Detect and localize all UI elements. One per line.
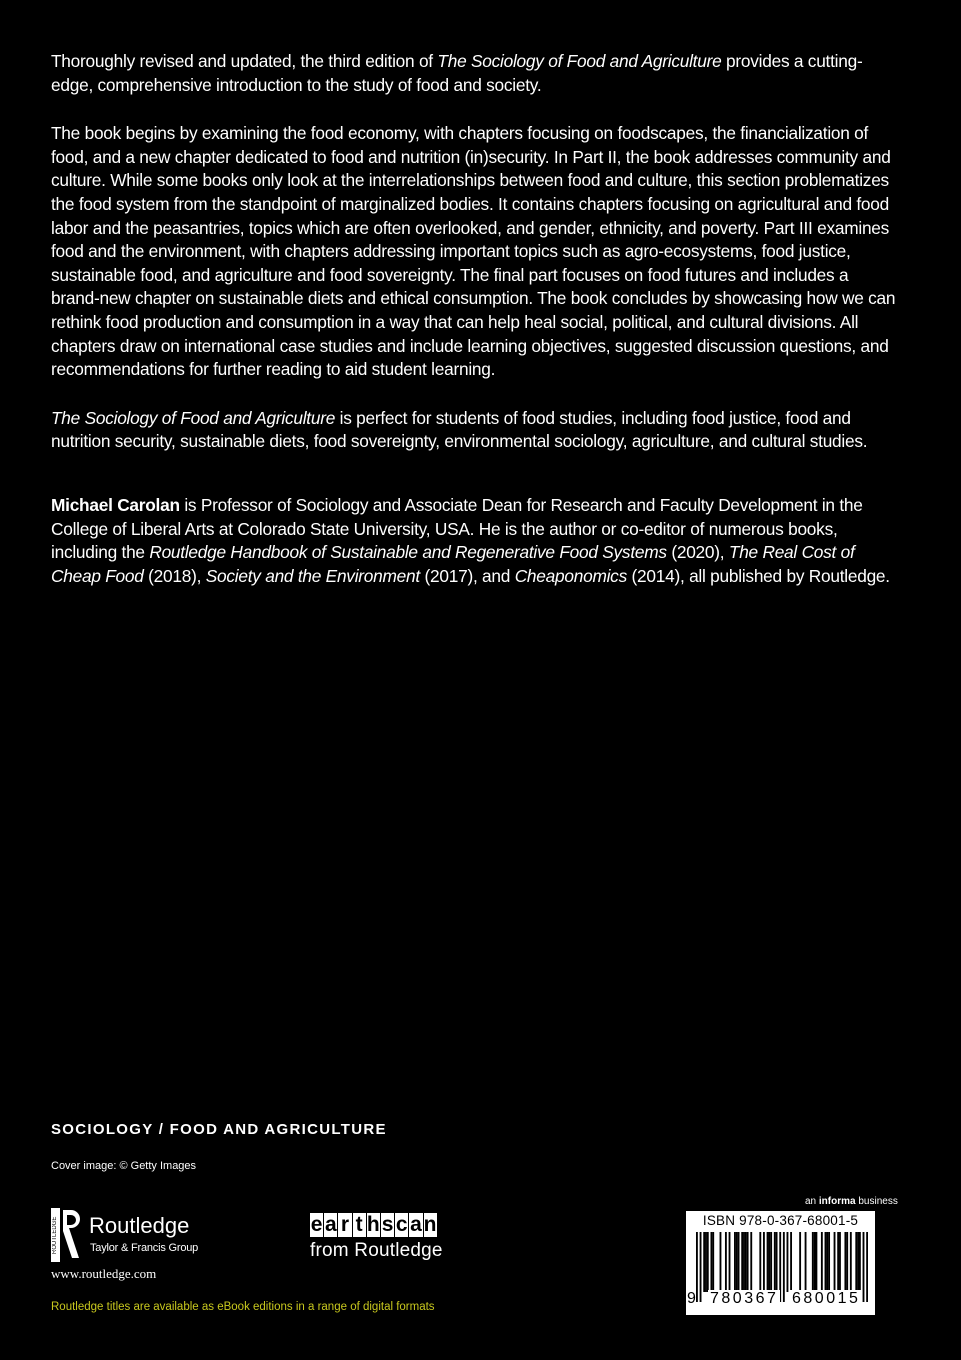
barcode-bar xyxy=(866,1232,868,1302)
barcode-bar xyxy=(825,1232,827,1292)
bio-text: (2014), all published by Routledge. xyxy=(626,565,890,586)
subject-category: SOCIOLOGY / FOOD AND AGRICULTURE xyxy=(51,1121,387,1138)
barcode-bar xyxy=(821,1232,823,1292)
earthscan-from: from Routledge xyxy=(310,1240,443,1261)
earthscan-letter: t xyxy=(353,1213,366,1237)
author-bio xyxy=(51,494,901,588)
barcode-bar xyxy=(814,1232,816,1292)
barcode-left-digits: 780367 xyxy=(710,1290,779,1307)
barcode-bar xyxy=(741,1232,743,1292)
barcode-bar xyxy=(763,1232,765,1292)
routledge-name: Routledge xyxy=(89,1213,190,1238)
barcode-bar xyxy=(700,1232,702,1302)
intro-paragraph xyxy=(51,50,901,97)
barcode-bar xyxy=(770,1232,772,1292)
earthscan-letter: s xyxy=(381,1213,394,1236)
barcode-right-digits: 680015 xyxy=(792,1290,861,1307)
bio-book-title: Routledge Handbook of Sustainable and Regenerative Food Systems xyxy=(149,542,667,563)
barcode-bar xyxy=(815,1232,817,1292)
barcode-bar xyxy=(738,1232,740,1292)
routledge-url[interactable]: www.routledge.com xyxy=(51,1266,157,1281)
earthscan-letter: c xyxy=(395,1213,408,1236)
bio-text: (2017), and xyxy=(419,565,515,586)
blurb xyxy=(51,50,901,613)
barcode-bar xyxy=(712,1232,714,1292)
barcode-bar xyxy=(805,1232,807,1292)
barcode-bar xyxy=(729,1232,731,1292)
bio-text: is Professor of Sociology and Associate Dean for Research and Faculty Development in the College of Liberal Arts at Colorado State University, USA. He is the author or co-editor of numerous books, including the xyxy=(51,494,863,563)
informa-tagline xyxy=(805,1196,898,1207)
earthscan-wordmark xyxy=(310,1213,460,1237)
cover-image-credit: Cover image: © Getty Images xyxy=(51,1160,197,1172)
barcode-bar xyxy=(826,1232,828,1292)
routledge-vertical-text: ROUTLEDGE xyxy=(52,1216,58,1254)
bio-book-title: The Real Cost of Cheap Food xyxy=(51,542,855,586)
barcode-bar xyxy=(768,1232,770,1292)
barcode-bar xyxy=(787,1232,789,1292)
barcode-bar xyxy=(859,1232,861,1292)
barcode-bar xyxy=(705,1232,707,1292)
barcode-bar xyxy=(725,1232,727,1292)
book-title-italic: The Sociology of Food and Agriculture xyxy=(437,51,722,71)
intro-text-end: provides a cutting-edge, comprehensive introduction to the study of food and society. xyxy=(51,51,863,95)
barcode-bar xyxy=(720,1232,722,1292)
routledge-group: Taylor & Francis Group xyxy=(90,1242,199,1254)
earthscan-letter: h xyxy=(366,1213,380,1236)
barcode-bar xyxy=(776,1232,778,1292)
ebook-note: Routledge titles are available as eBook editions in a range of digital formats xyxy=(51,1301,435,1313)
barcode-bar xyxy=(736,1232,738,1292)
informa-suffix: business xyxy=(855,1196,898,1207)
bio-text: (2020), xyxy=(666,542,729,563)
barcode-bar xyxy=(734,1232,736,1292)
barcode-bar xyxy=(839,1232,841,1292)
contents-paragraph: The book begins by examining the food economy, with chapters focusing on foodscapes, the financialization of food, and a new chapter dedicated to food and nutrition (in)security. In Part II, the book addresses community and culture. While some books only look at the interrelationships between food and culture, this section problematizes the food system from the standpoint of marginalized bodies. It contains chapters focusing on agricultural and food labor and the peasantries, topics which are often overlooked, and gender, ethnicity, and poverty. Part III examines food and the environment, with chapters addressing important topics such as agro-ecosystems, food justice, sustainable food, and agriculture and food sovereignty. The final part focuses on food futures and includes a brand-new chapter on sustainable diets and ethical consumption. The book concludes by showcasing how we can rethink food production and consumption in a way that can help heal social, political, and cultural divisions. All chapters draw on international case studies and include learning objectives, suggested discussion questions, and recommendations for further reading to aid student learning. xyxy=(51,123,896,380)
author-name: Michael Carolan xyxy=(51,494,180,515)
barcode-bar xyxy=(696,1232,698,1302)
barcode-bar xyxy=(774,1232,776,1292)
earthscan-letter: n xyxy=(423,1213,437,1236)
barcode-bar xyxy=(743,1232,745,1292)
barcode-bar xyxy=(745,1232,747,1292)
routledge-logo xyxy=(51,1208,241,1264)
earthscan-letter: a xyxy=(410,1213,422,1236)
barcode-bar xyxy=(855,1232,857,1292)
bio-text: (2018), xyxy=(143,565,206,586)
earthscan-letter: a xyxy=(324,1213,337,1236)
barcode-bar xyxy=(844,1232,846,1292)
barcode-bar xyxy=(759,1232,761,1292)
barcode-bar xyxy=(790,1232,792,1292)
barcode-bar xyxy=(707,1232,709,1292)
barcode-bar xyxy=(837,1232,839,1292)
isbn-barcode xyxy=(686,1211,875,1315)
barcode-bar xyxy=(828,1232,830,1292)
barcode-bar xyxy=(747,1232,749,1292)
informa-brand: informa xyxy=(818,1196,856,1207)
informa-prefix: an xyxy=(805,1196,819,1207)
earthscan-letter: e xyxy=(310,1213,323,1236)
isbn-number: ISBN 978-0-367-68001-5 xyxy=(702,1213,859,1228)
barcode-bar xyxy=(799,1232,801,1292)
earthscan-letter: r xyxy=(338,1213,351,1237)
bio-book-title: Cheaponomics xyxy=(514,565,627,586)
bio-book-title: Society and the Environment xyxy=(205,565,420,586)
barcode-bar xyxy=(834,1232,836,1292)
barcode-lead-digit: 9 xyxy=(687,1290,696,1307)
barcode-bar xyxy=(846,1232,848,1292)
barcode-bar xyxy=(703,1232,705,1292)
audience-text: is perfect for students of food studies, including food justice, food and nutrition security, sustainable diets, food sovereignty, environmental sociology, agriculture, and cultural studies. xyxy=(51,407,868,452)
barcode-bar xyxy=(812,1232,814,1292)
audience-paragraph xyxy=(51,407,901,454)
barcode-bar xyxy=(767,1232,769,1292)
barcode-bar xyxy=(783,1232,785,1302)
barcode-bar xyxy=(850,1232,852,1292)
barcode-bar xyxy=(857,1232,859,1292)
earthscan-logo xyxy=(310,1213,460,1269)
barcode-bar xyxy=(710,1232,712,1292)
barcode-bar xyxy=(750,1232,752,1292)
book-title-italic: The Sociology of Food and Agriculture xyxy=(51,407,336,428)
intro-text: Thoroughly revised and updated, the third edition of xyxy=(51,51,438,71)
barcode-bar xyxy=(863,1232,865,1302)
